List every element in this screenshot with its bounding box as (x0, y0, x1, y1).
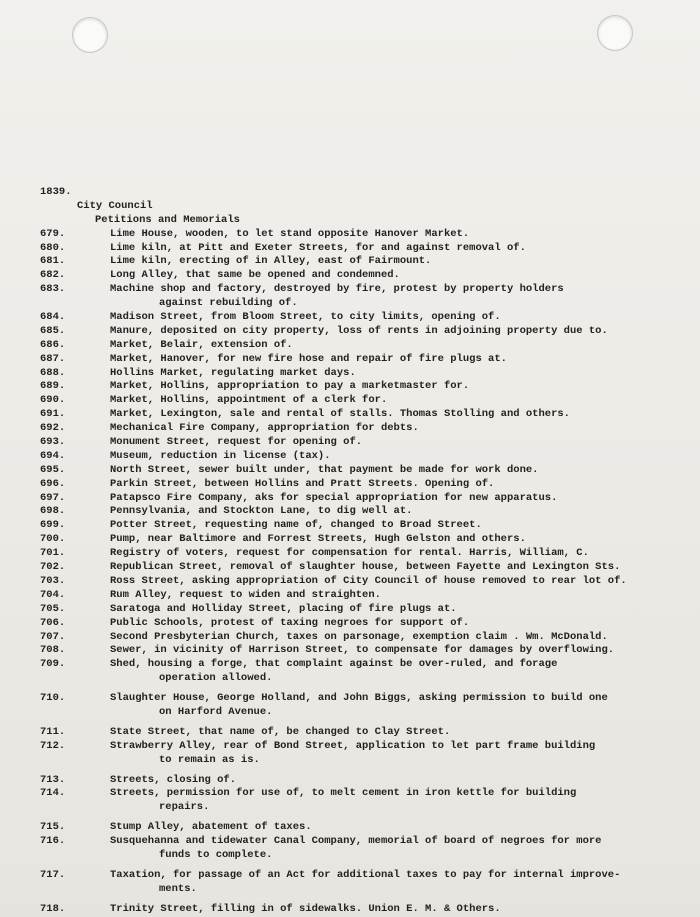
entry-number: 708. (40, 644, 66, 657)
entry-text: Public Schools, protest of taxing negroes for support of. (110, 616, 470, 629)
entry-number: 692. (40, 422, 66, 435)
entry-number: 699. (40, 519, 66, 532)
document-year: 1839. (40, 186, 72, 198)
entry-row (40, 492, 690, 506)
entry-number: 706. (40, 616, 66, 629)
entry-number: 701. (40, 547, 66, 560)
entry-number: 698. (40, 505, 66, 518)
entry-text: Lime House, wooden, to let stand opposite Hanover Market. (110, 227, 470, 240)
entry-continuation: funds to complete. (159, 848, 273, 861)
entry-text: Taxation, for passage of an Act for additional taxes to pay for internal improve- (110, 868, 621, 881)
entry-continuation: on Harford Avenue. (159, 705, 273, 718)
entry-text: Saratoga and Holliday Street, placing of fire plugs at. (110, 602, 457, 615)
entry-text: Potter Street, requesting name of, changed to Broad Street. (110, 519, 482, 532)
entry-number: 717. (40, 868, 66, 881)
entry-number: 709. (40, 658, 66, 671)
entry-text: Lime kiln, erecting of in Alley, east of Fairmount. (110, 255, 432, 268)
entry-row (40, 533, 690, 547)
entry-row (40, 589, 690, 603)
entry-row (40, 228, 690, 242)
entry-row (40, 547, 690, 561)
entry-row (40, 283, 690, 297)
entry-number: 694. (40, 449, 66, 462)
entry-row (40, 617, 690, 631)
entry-row (40, 242, 690, 256)
entry-text: Patapsco Fire Company, aks for special appropriation for new apparatus. (110, 491, 558, 504)
entry-row (40, 380, 690, 394)
entry-row (40, 464, 690, 478)
entry-number: 718. (40, 902, 66, 915)
entry-number: 688. (40, 366, 66, 379)
entry-number: 711. (40, 725, 66, 738)
entry-number: 687. (40, 352, 66, 365)
entry-number: 716. (40, 835, 66, 848)
entry-row (40, 505, 690, 519)
entry-text: Lime kiln, at Pitt and Exeter Streets, for and against removal of. (110, 241, 526, 254)
entry-row (40, 561, 690, 575)
entry-row (40, 269, 690, 283)
entry-number: 681. (40, 255, 66, 268)
entry-text: Market, Belair, extension of. (110, 338, 293, 351)
entry-text: Streets, permission for use of, to melt cement in iron kettle for building (110, 787, 577, 800)
entry-text: Monument Street, request for opening of. (110, 436, 363, 449)
entry-text: Sewer, in vicinity of Harrison Street, to compensate for damages by overflowing. (110, 644, 615, 657)
entry-number: 710. (40, 692, 66, 705)
entry-row (40, 436, 690, 450)
entry-text: Machine shop and factory, destroyed by fire, protest by property holders (110, 283, 564, 296)
entry-row (40, 478, 690, 492)
entry-row (40, 787, 690, 801)
entry-row (40, 339, 690, 353)
document-subheading: Petitions and Memorials (95, 213, 240, 226)
entry-number: 703. (40, 574, 66, 587)
entry-row (40, 692, 690, 706)
entry-number: 685. (40, 324, 66, 337)
entry-number: 707. (40, 630, 66, 643)
punch-hole-left (72, 17, 108, 53)
entry-row (40, 422, 690, 436)
entry-row (40, 575, 690, 589)
entry-text: Parkin Street, between Hollins and Pratt Streets. Opening of. (110, 477, 495, 490)
entry-row (40, 408, 690, 422)
entry-row (40, 325, 690, 339)
entry-row (40, 631, 690, 645)
entry-number: 679. (40, 227, 66, 240)
entry-number: 712. (40, 739, 66, 752)
entry-text: Market, Hollins, appropriation to pay a marketmaster for. (110, 380, 470, 393)
entry-number: 700. (40, 533, 66, 546)
entry-number: 695. (40, 463, 66, 476)
entry-text: Registry of voters, request for compensation for rental. Harris, William, C. (110, 547, 589, 560)
entry-number: 704. (40, 588, 66, 601)
entry-row (40, 353, 690, 367)
entry-text: Mechanical Fire Company, appropriation for debts. (110, 422, 419, 435)
entry-row (40, 311, 690, 325)
entry-number: 683. (40, 283, 66, 296)
entry-text: Pump, near Baltimore and Forrest Streets, Hugh Gelston and others. (110, 533, 526, 546)
entry-list (40, 228, 690, 917)
entry-row (40, 658, 690, 672)
entry-text: Rum Alley, request to widen and straighten. (110, 588, 381, 601)
entry-number: 684. (40, 311, 66, 324)
typed-text-block (40, 186, 690, 917)
entry-row (40, 869, 690, 883)
entry-number: 697. (40, 491, 66, 504)
entry-row (40, 394, 690, 408)
entry-text: Manure, deposited on city property, loss of rents in adjoining property due to. (110, 324, 608, 337)
entry-continuation: operation allowed. (159, 672, 273, 685)
entry-text: Trinity Street, filling in of sidewalks. Union E. M. & Others. (110, 902, 501, 915)
entry-text: Susquehanna and tidewater Canal Company, memorial of board of negroes for more (110, 835, 602, 848)
entry-text: Shed, housing a forge, that complaint against be over-ruled, and forage (110, 658, 558, 671)
entry-row (40, 450, 690, 464)
entry-number: 690. (40, 394, 66, 407)
document-heading: City Council (77, 199, 153, 212)
entry-row (40, 726, 690, 740)
entry-text: Market, Hollins, appointment of a clerk for. (110, 394, 388, 407)
entry-text: Long Alley, that same be opened and condemned. (110, 269, 400, 282)
entry-text: Market, Hanover, for new fire hose and repair of fire plugs at. (110, 352, 507, 365)
entry-text: Republican Street, removal of slaughter house, between Fayette and Lexington Sts. (110, 561, 621, 574)
entry-text: Strawberry Alley, rear of Bond Street, application to let part frame building (110, 739, 596, 752)
entry-row (40, 774, 690, 788)
entry-number: 682. (40, 269, 66, 282)
entry-row (40, 255, 690, 269)
entry-number: 691. (40, 408, 66, 421)
entry-text: Pennsylvania, and Stockton Lane, to dig well at. (110, 505, 413, 518)
entry-text: State Street, that name of, be changed to Clay Street. (110, 725, 451, 738)
entry-number: 714. (40, 787, 66, 800)
entry-number: 689. (40, 380, 66, 393)
entry-number: 680. (40, 241, 66, 254)
punch-hole-right (597, 15, 633, 51)
entry-text: Hollins Market, regulating market days. (110, 366, 356, 379)
entry-text: Market, Lexington, sale and rental of stalls. Thomas Stolling and others. (110, 408, 570, 421)
entry-row (40, 903, 690, 917)
entry-continuation: to remain as is. (159, 753, 260, 766)
entry-text: Slaughter House, George Holland, and John Biggs, asking permission to build one (110, 692, 608, 705)
entry-continuation: against rebuilding of. (159, 297, 298, 310)
entry-number: 713. (40, 773, 66, 786)
entry-continuation: repairs. (159, 801, 210, 814)
entry-text: North Street, sewer built under, that payment be made for work done. (110, 463, 539, 476)
entry-row (40, 519, 690, 533)
entry-text: Ross Street, asking appropriation of City Council of house removed to rear lot of. (110, 574, 627, 587)
entry-number: 696. (40, 477, 66, 490)
entry-text: Second Presbyterian Church, taxes on parsonage, exemption claim . Wm. McDonald. (110, 630, 608, 643)
entry-number: 705. (40, 602, 66, 615)
entry-number: 686. (40, 338, 66, 351)
entry-row (40, 367, 690, 381)
entry-text: Streets, closing of. (110, 773, 237, 786)
entry-row (40, 835, 690, 849)
entry-number: 715. (40, 821, 66, 834)
entry-number: 693. (40, 436, 66, 449)
entry-number: 702. (40, 561, 66, 574)
entry-text: Museum, reduction in license (tax). (110, 449, 331, 462)
entry-text: Stump Alley, abatement of taxes. (110, 821, 312, 834)
entry-row (40, 603, 690, 617)
entry-row (40, 644, 690, 658)
entry-row (40, 740, 690, 754)
entry-continuation: ments. (159, 882, 197, 895)
entry-text: Madison Street, from Bloom Street, to city limits, opening of. (110, 311, 501, 324)
entry-row (40, 821, 690, 835)
